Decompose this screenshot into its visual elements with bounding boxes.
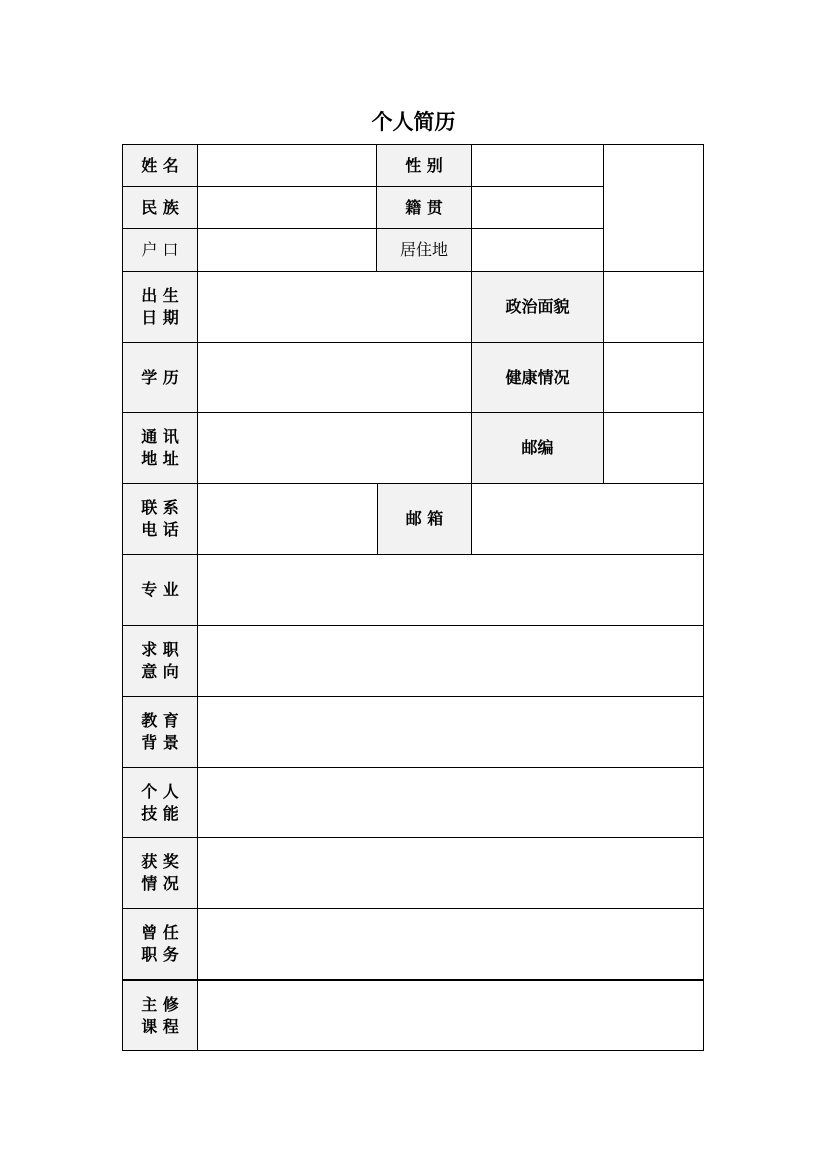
address-label-line1: 通 讯 [141, 427, 179, 446]
positions-field[interactable] [198, 909, 703, 981]
address-label [123, 413, 198, 484]
courses-label-line2: 课 程 [141, 1016, 179, 1036]
gender-label: 性 别 [377, 145, 472, 187]
job-intention-field[interactable] [198, 626, 703, 697]
email-field[interactable] [472, 484, 703, 555]
job-intention-label-line2: 意 向 [141, 662, 179, 681]
postcode-field[interactable] [604, 413, 703, 484]
positions-label [123, 909, 198, 981]
native-place-label: 籍 贯 [377, 187, 472, 229]
residence-field[interactable] [472, 229, 604, 272]
skills-label-line2: 技 能 [141, 803, 179, 823]
awards-field[interactable] [198, 838, 703, 909]
gender-field[interactable] [472, 145, 604, 187]
health-field[interactable] [604, 343, 703, 413]
education-background-label [123, 697, 198, 768]
awards-label-line2: 情 况 [141, 874, 179, 893]
photo-area[interactable] [604, 145, 703, 272]
skills-label [123, 768, 198, 838]
education-background-label-line1: 教 育 [141, 711, 179, 730]
birth-date-label [123, 272, 198, 343]
residence-label: 居住地 [377, 229, 472, 272]
job-intention-label [123, 626, 198, 697]
address-label-line2: 地 址 [141, 449, 179, 468]
positions-label-line2: 职 务 [141, 945, 179, 964]
political-status-field[interactable] [604, 272, 703, 343]
courses-label [123, 981, 198, 1050]
courses-field[interactable] [198, 981, 703, 1050]
education-field[interactable] [198, 343, 472, 413]
ethnicity-field[interactable] [198, 187, 377, 229]
email-label: 邮 箱 [378, 484, 472, 555]
courses-label-line1: 主 修 [141, 994, 179, 1014]
education-label: 学 历 [123, 343, 198, 413]
phone-label-line1: 联 系 [141, 498, 179, 517]
awards-label [123, 838, 198, 909]
health-label: 健康情况 [472, 343, 604, 413]
resume-table [122, 144, 704, 1051]
phone-field[interactable] [198, 484, 378, 555]
awards-label-line1: 获 奖 [141, 852, 179, 871]
skills-label-line1: 个 人 [141, 781, 179, 801]
birth-date-label-line1: 出 生 [141, 286, 179, 305]
education-background-field[interactable] [198, 697, 703, 768]
job-intention-label-line1: 求 职 [141, 640, 179, 659]
positions-label-line1: 曾 任 [141, 923, 179, 942]
skills-field[interactable] [198, 768, 703, 838]
hukou-field[interactable] [198, 229, 377, 272]
phone-label-line2: 电 话 [141, 520, 179, 539]
address-field[interactable] [198, 413, 472, 484]
phone-label [123, 484, 198, 555]
hukou-label: 户 口 [123, 229, 198, 272]
political-status-label: 政治面貌 [472, 272, 604, 343]
major-label: 专 业 [123, 555, 198, 626]
postcode-label: 邮编 [472, 413, 604, 484]
birth-date-field[interactable] [198, 272, 472, 343]
name-label: 姓 名 [123, 145, 198, 187]
birth-date-label-line2: 日 期 [141, 308, 179, 327]
major-field[interactable] [198, 555, 703, 626]
name-field[interactable] [198, 145, 377, 187]
native-place-field[interactable] [472, 187, 604, 229]
resume-title: 个人简历 [371, 109, 456, 134]
ethnicity-label: 民 族 [123, 187, 198, 229]
education-background-label-line2: 背 景 [141, 733, 179, 752]
